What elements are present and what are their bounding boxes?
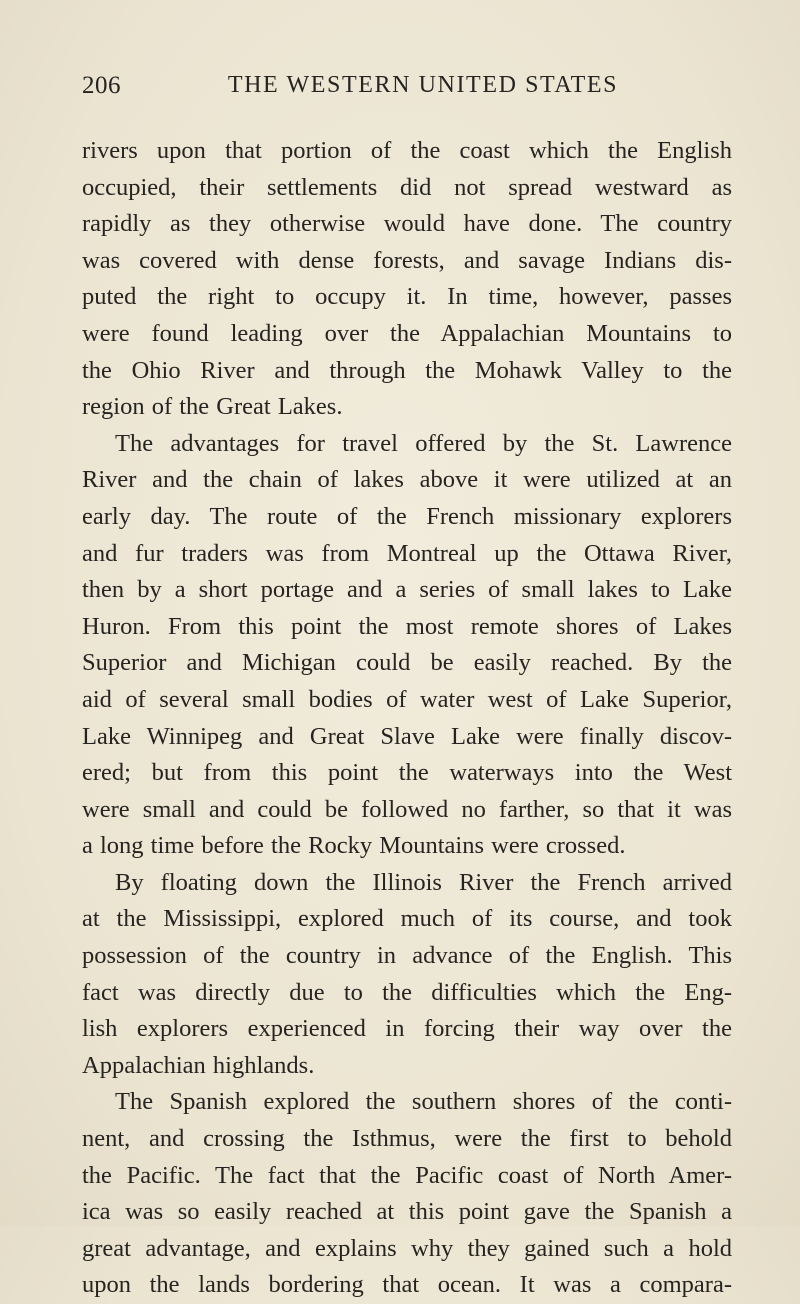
- running-head: THE WESTERN UNITED STATES: [227, 72, 619, 98]
- text-line: great advantage, and explains why they gained such a hold: [82, 1234, 732, 1262]
- text-line: were found leading over the Appalachian Mountains to: [82, 319, 732, 347]
- text-line: Huron. From this point the most remote shores of Lakes: [82, 612, 732, 640]
- text-line: possession of the country in advance of the English. This: [82, 942, 732, 970]
- text-line: ica was so easily reached at this point gave the Spanish a: [82, 1198, 732, 1226]
- text-line: lish explorers experienced in forcing their way over the: [82, 1015, 732, 1043]
- text-line: the Pacific. The fact that the Pacific coast of North Amer-: [82, 1161, 732, 1189]
- text-line: rapidly as they otherwise would have done. The country: [82, 210, 732, 238]
- text-line: at the Mississippi, explored much of its course, and took: [82, 905, 732, 933]
- text-line: rivers upon that portion of the coast which the English: [82, 137, 732, 164]
- text-line: The Spanish explored the southern shores of the conti-: [115, 1088, 732, 1116]
- text-line: Lake Winnipeg and Great Slave Lake were finally discov-: [82, 722, 732, 750]
- text-line: region of the Great Lakes.: [82, 393, 343, 421]
- text-line: was covered with dense forests, and savage Indians dis-: [82, 246, 732, 274]
- text-line: a long time before the Rocky Mountains were crossed.: [82, 832, 626, 860]
- text-line: the Ohio River and through the Mohawk Valley to the: [82, 356, 732, 384]
- text-line: nent, and crossing the Isthmus, were the first to behold: [82, 1125, 732, 1153]
- text-line: By floating down the Illinois River the French arrived: [115, 868, 732, 896]
- text-line: then by a short portage and a series of small lakes to Lake: [82, 576, 732, 604]
- page-header: [82, 72, 730, 108]
- text-line: ered; but from this point the waterways into the West: [82, 759, 732, 787]
- text-line: upon the lands bordering that ocean. It was a compara-: [82, 1271, 732, 1299]
- text-line: The advantages for travel offered by the St. Lawrence: [115, 429, 732, 457]
- text-line: occupied, their settlements did not spread westward as: [82, 173, 732, 201]
- text-line: were small and could be followed no farther, so that it was: [82, 795, 732, 823]
- text-line: Superior and Michigan could be easily reached. By the: [82, 649, 732, 677]
- text-line: River and the chain of lakes above it were utilized at an: [82, 466, 732, 494]
- page-number: 206: [82, 72, 121, 99]
- body-text: [82, 133, 732, 1304]
- text-line: aid of several small bodies of water west of Lake Superior,: [82, 685, 732, 713]
- text-line: and fur traders was from Montreal up the Ottawa River,: [82, 539, 732, 567]
- text-line: puted the right to occupy it. In time, however, passes: [82, 283, 732, 311]
- text-line: Appalachian highlands.: [82, 1051, 315, 1079]
- text-line: fact was directly due to the difficulties which the Eng-: [82, 978, 732, 1006]
- text-line: early day. The route of the French missionary explorers: [82, 502, 732, 530]
